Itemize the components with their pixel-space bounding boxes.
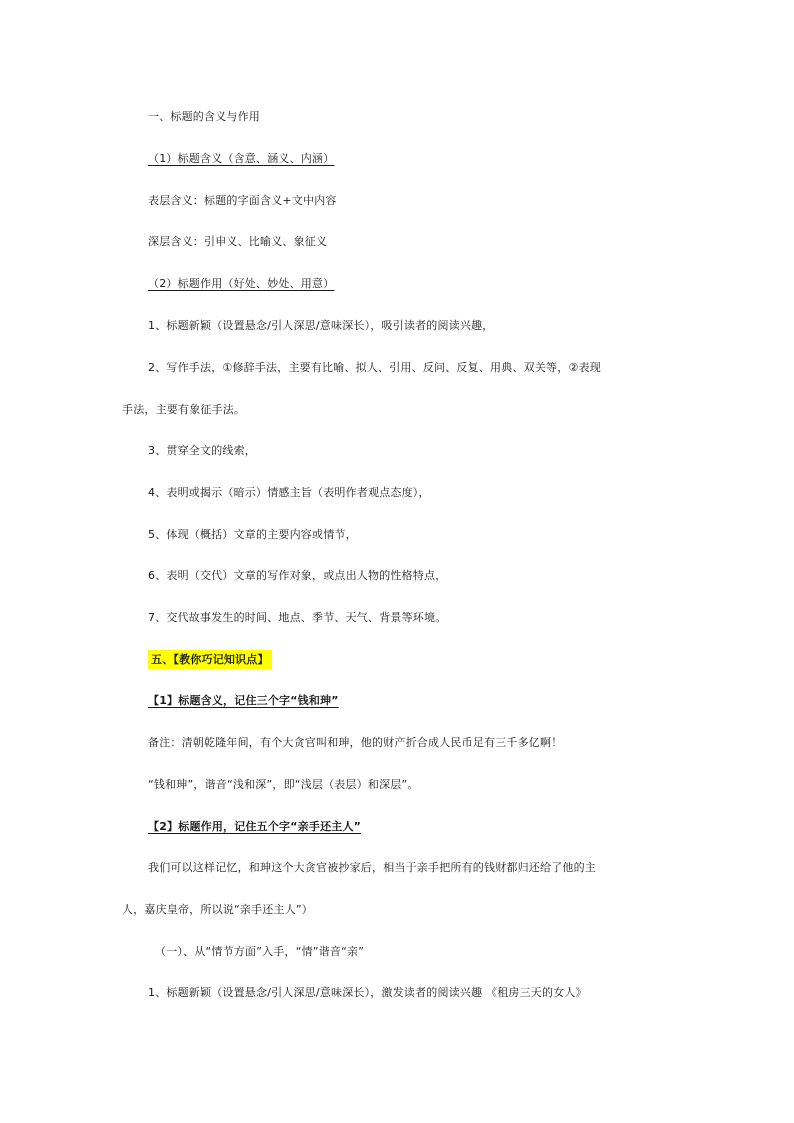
list-item-3: 3、贯穿全文的线索，: [148, 444, 256, 457]
section-heading-title-meaning-function: 一、标题的含义与作用: [148, 110, 260, 123]
paragraph-note: 备注：清朝乾隆年间，有个大贪官叫和珅，他的财产折合成人民币足有三千多亿啊！: [148, 736, 563, 749]
list-item-6: 6、表明（交代）文章的写作对象，或点出人物的性格特点，: [148, 569, 447, 582]
section-heading-memory-tips: [148, 653, 272, 667]
list-item-5: 5、体现（概括）文章的主要内容或情节，: [148, 528, 357, 541]
tip-2-heading: 【2】标题作用，记住五个字“亲手还主人”: [148, 820, 362, 833]
highlighted-heading: 五、【教你巧记知识点】: [148, 650, 272, 669]
list-item-1: 1、标题新颖（设置悬念/引人深思/意味深长），吸引读者的阅读兴趣，: [148, 319, 494, 332]
list-item-2-continued: 手法，主要有象征手法。: [122, 403, 246, 416]
list-item-plot-1: 1、标题新颖（设置悬念/引人深思/意味深长），激发读者的阅读兴趣 《租房三天的女人》: [148, 986, 587, 999]
subheading-title-function: （2）标题作用（好处、妙处、用意）: [148, 277, 335, 290]
paragraph-surface-meaning: 表层含义：标题的字面含义+文中内容: [148, 194, 337, 207]
paragraph-memory-continued: 人，嘉庆皇帝，所以说“亲手还主人”）: [122, 903, 313, 916]
list-item-2: 2、写作手法，①修辞手法，主要有比喻、拟人、引用、反问、反复、用典、双关等，②表现: [148, 361, 601, 374]
list-item-7: 7、交代故事发生的时间、地点、季节、天气、背景等环境。: [148, 611, 447, 624]
subsection-heading-plot: （一）、从“情节方面”入手，“情”谐音“亲”: [155, 945, 365, 958]
list-item-4: 4、表明或揭示（暗示）情感主旨（表明作者观点态度），: [148, 486, 430, 499]
paragraph-homophone: “钱和珅”，谐音“浅和深”，即“浅层（表层）和深层”。: [148, 778, 419, 791]
tip-1-heading: 【1】标题含义，记住三个字“钱和珅”: [148, 694, 339, 707]
subheading-title-meaning: （1）标题含义（含意、涵义、内涵）: [148, 152, 335, 165]
paragraph-memory: 我们可以这样记忆，和珅这个大贪官被抄家后，相当于亲手把所有的钱财都归还给了他的主: [148, 861, 596, 874]
paragraph-deep-meaning: 深层含义：引申义、比喻义、象征义: [148, 235, 328, 248]
